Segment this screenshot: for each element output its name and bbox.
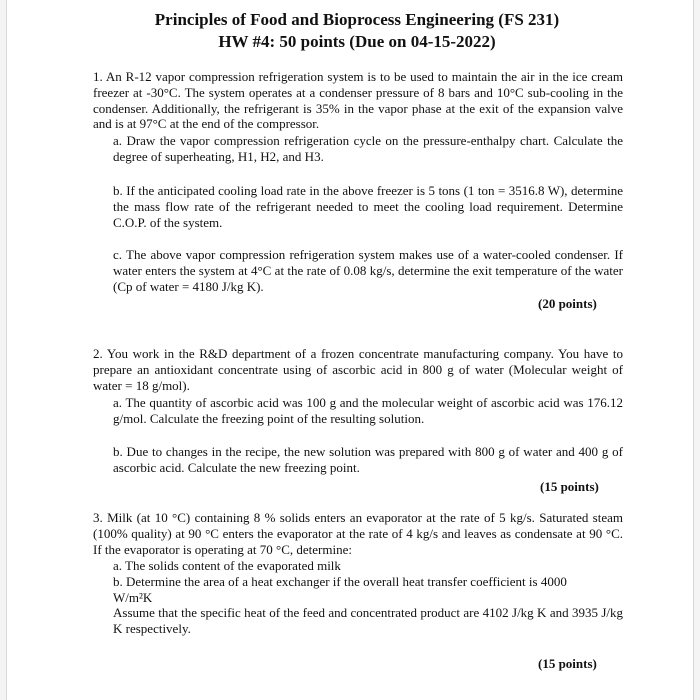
question-3b-unit: W/m²K (113, 589, 153, 605)
question-2b-text: b. Due to changes in the recipe, the new solution was prepared with 800 g of water and 400 g of ascorbic acid. Calculate the new freezing point. (113, 444, 623, 475)
question-2a (113, 395, 623, 427)
question-1a-text: a. Draw the vapor compression refrigeration cycle on the pressure-enthalpy chart. Calculate the degree of superheating, H1, H2, and H3. (113, 133, 623, 164)
question-1c-text: c. The above vapor compression refrigeration system makes use of a water-cooled condenser. If water enters the system at 4°C at the rate of 0.08 kg/s, determine the exit temperature of the water (Cp of water = 4180 J/kg K). (113, 247, 623, 294)
question-2-text: 2. You work in the R&D department of a frozen concentrate manufacturing company. You have to prepare an antioxidant concentrate using of ascorbic acid in 800 g of water (Molecular weight of water = 18 g/mol). (93, 346, 623, 393)
question-3-text: 3. Milk (at 10 °C) containing 8 % solids enters an evaporator at the rate of 5 kg/s. Saturated steam (100% quality) at 90 °C enters the evaporator at the rate of 4 kg/s and leaves as condensate at 90 °C. If the evaporator is operating at 70 °C, determine: (93, 510, 623, 557)
question-1-stem (93, 69, 623, 132)
course-title: Principles of Food and Bioprocess Engineering (FS 231) (154, 10, 560, 29)
question-1-text: 1. An R-12 vapor compression refrigeration system is to be used to maintain the air in the ice cream freezer at -30°C. The system operates at a condenser pressure of 8 bars and 10°C sub-cooling in the condenser. Additionally, the refrigerant is 35% in the vapor phase at the exit of the expansion valve and is at 97°C at the end of the compressor. (93, 69, 623, 132)
question-2b (113, 444, 623, 476)
question-2-points: (15 points) (540, 479, 599, 494)
homework-title: HW #4: 50 points (Due on 04-15-2022) (218, 32, 496, 51)
question-1b (113, 183, 623, 230)
question-3-parts (113, 558, 623, 637)
question-2-stem (93, 346, 623, 393)
question-3-points: (15 points) (538, 656, 597, 671)
question-3-stem (93, 510, 623, 557)
question-3b-text: b. Determine the area of a heat exchanger if the overall heat transfer coefficient is 4000 (113, 573, 567, 589)
document-page (6, 0, 694, 700)
question-1c (113, 247, 623, 294)
question-3-assumption: Assume that the specific heat of the feed and concentrated product are 4102 J/kg K and 3935 J/kg K respectively. (113, 605, 623, 637)
question-1b-text: b. If the anticipated cooling load rate in the above freezer is 5 tons (1 ton = 3516.8 W), determine the mass flow rate of the refrigerant needed to meet the cooling load requirement. Determine C.O.P. of the system. (113, 183, 623, 230)
question-1a (113, 133, 623, 165)
question-3a-text: a. The solids content of the evaporated milk (113, 558, 341, 573)
question-1-points: (20 points) (538, 296, 597, 311)
question-2a-text: a. The quantity of ascorbic acid was 100 g and the molecular weight of ascorbic acid was 176.12 g/mol. Calculate the freezing point of the resulting solution. (113, 395, 623, 426)
